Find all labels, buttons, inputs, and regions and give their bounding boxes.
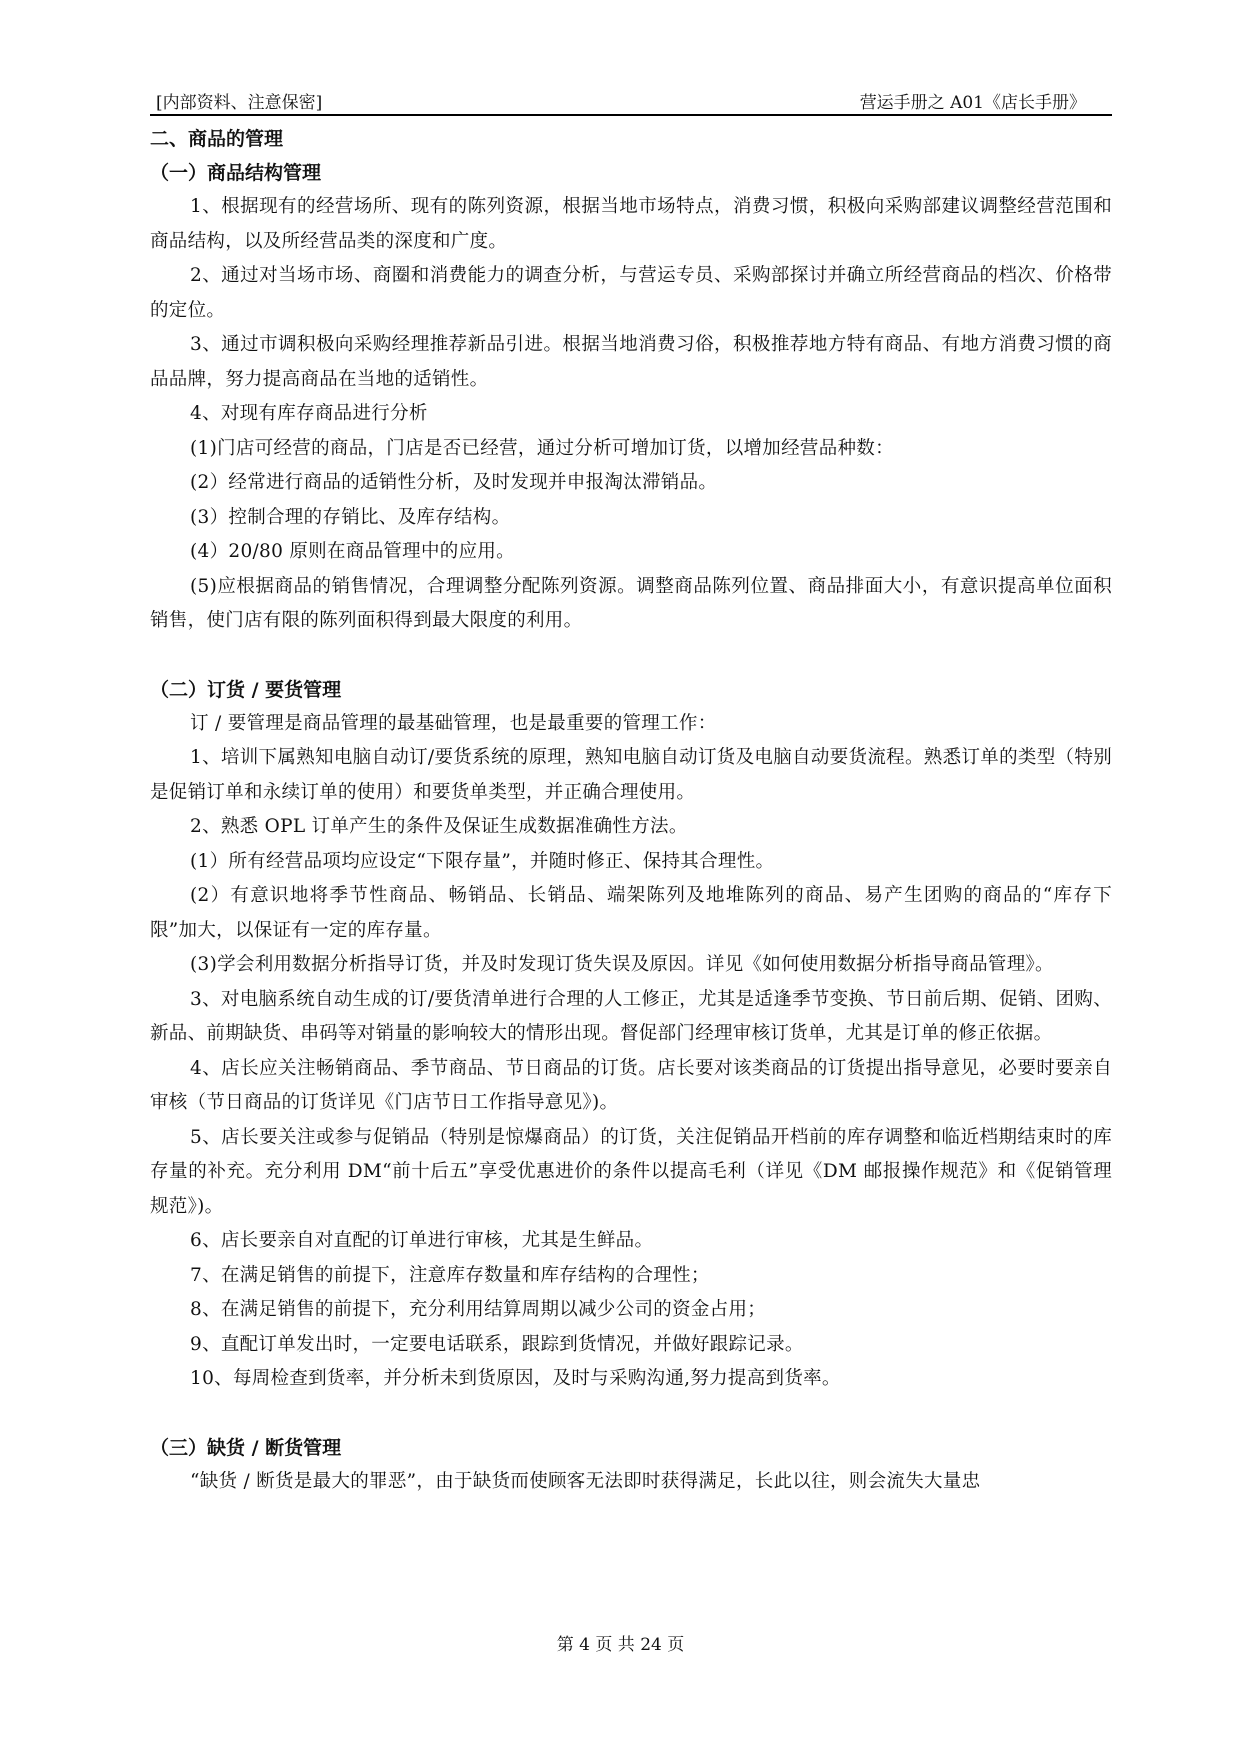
header-confidential-note: [内部资料、注意保密] (156, 93, 323, 113)
paragraph: 6、店长要亲自对直配的订单进行审核，尤其是生鲜品。 (190, 1230, 654, 1251)
paragraph: 1、培训下属熟知电脑自动订/要货系统的原理，熟知电脑自动订货及电脑自动要货流程。熟悉订单的类型（特别是促销订单和永续订单的使用）和要货单类型，并正确合理使用。 (150, 747, 1112, 803)
subsection-title: （三）缺货 / 断货管理 (150, 1436, 342, 1459)
subsection-title: （一）商品结构管理 (150, 162, 322, 184)
paragraph: 1、根据现有的经营场所、现有的陈列资源，根据当地市场特点，消费习惯，积极向采购部建议调整经营范围和商品结构，以及所经营品类的深度和广度。 (150, 196, 1112, 252)
paragraph: 5、店长要关注或参与促销品（特别是惊爆商品）的订货，关注促销品开档前的库存调整和临近档期结束时的库存量的补充。充分利用 DM“前十后五”享受优惠进价的条件以提高毛利（详见《DM 邮报操作规范》和《促销管理规范》)。 (150, 1126, 1112, 1217)
paragraph: (4）20/80 原则在商品管理中的应用。 (190, 541, 515, 562)
paragraph: (1)门店可经营的商品，门店是否已经营，通过分析可增加订货，以增加经营品种数： (190, 437, 894, 459)
paragraph: (3）控制合理的存销比、及库存结构。 (190, 506, 511, 528)
paragraph: (3)学会利用数据分析指导订货，并及时发现订货失误及原因。详见《如何使用数据分析指导商品管理》。 (190, 954, 1054, 975)
page-header (150, 84, 1112, 116)
paragraph: 3、通过市调积极向采购经理推荐新品引进。根据当地消费习俗，积极推荐地方特有商品、有地方消费习惯的商品品牌，努力提高商品在当地的适销性。 (150, 334, 1112, 390)
header-manual-title: 营运手册之 A01《店长手册》 (859, 93, 1086, 113)
paragraph: “缺货 / 断货是最大的罪恶”，由于缺货而使顾客无法即时获得满足，长此以往，则会流失大量忠 (190, 1470, 981, 1492)
paragraph: 4、店长应关注畅销商品、季节商品、节日商品的订货。店长要对该类商品的订货提出指导意见，必要时要亲自审核（节日商品的订货详见《门店节日工作指导意见》)。 (150, 1057, 1112, 1113)
paragraph: 2、熟悉 OPL 订单产生的条件及保证生成数据准确性方法。 (190, 816, 688, 837)
paragraph: (5)应根据商品的销售情况，合理调整分配陈列资源。调整商品陈列位置、商品排面大小，有意识提高单位面积销售，使门店有限的陈列面积得到最大限度的利用。 (150, 575, 1112, 631)
paragraph: (2）经常进行商品的适销性分析，及时发现并申报淘汰滞销品。 (190, 472, 718, 493)
blank-line (150, 1397, 1112, 1431)
section-title: 二、商品的管理 (150, 128, 284, 150)
paragraph: 3、对电脑系统自动生成的订/要货清单进行合理的人工修正，尤其是适逢季节变换、节日前后期、促销、团购、新品、前期缺货、串码等对销量的影响较大的情形出现。督促部门经理审核订货单，尤其是订单的修正依据。 (150, 988, 1112, 1044)
paragraph: 订 / 要管理是商品管理的最基础管理，也是最重要的管理工作： (190, 712, 717, 734)
page-number: 第 4 页 共 24 页 (556, 1635, 685, 1655)
paragraph: (2）有意识地将季节性商品、畅销品、长销品、端架陈列及地堆陈列的商品、易产生团购的商品的“库存下限”加大，以保证有一定的库存量。 (150, 885, 1112, 941)
paragraph: 2、通过对当场市场、商圈和消费能力的调查分析，与营运专员、采购部探讨并确立所经营商品的档次、价格带的定位。 (150, 265, 1112, 321)
paragraph: 8、在满足销售的前提下，充分利用结算周期以减少公司的资金占用； (190, 1299, 767, 1320)
paragraph: 10、每周检查到货率，并分析未到货原因，及时与采购沟通,努力提高到货率。 (190, 1368, 841, 1389)
paragraph: 9、直配订单发出时，一定要电话联系，跟踪到货情况，并做好跟踪记录。 (190, 1333, 804, 1355)
paragraph: 7、在满足销售的前提下，注意库存数量和库存结构的合理性； (190, 1264, 710, 1286)
document-body (150, 122, 1112, 1499)
blank-line (150, 639, 1112, 673)
paragraph: 4、对现有库存商品进行分析 (190, 403, 428, 424)
subsection-title: （二）订货 / 要货管理 (150, 678, 342, 701)
paragraph: (1）所有经营品项均应设定“下限存量”，并随时修正、保持其合理性。 (190, 850, 775, 872)
